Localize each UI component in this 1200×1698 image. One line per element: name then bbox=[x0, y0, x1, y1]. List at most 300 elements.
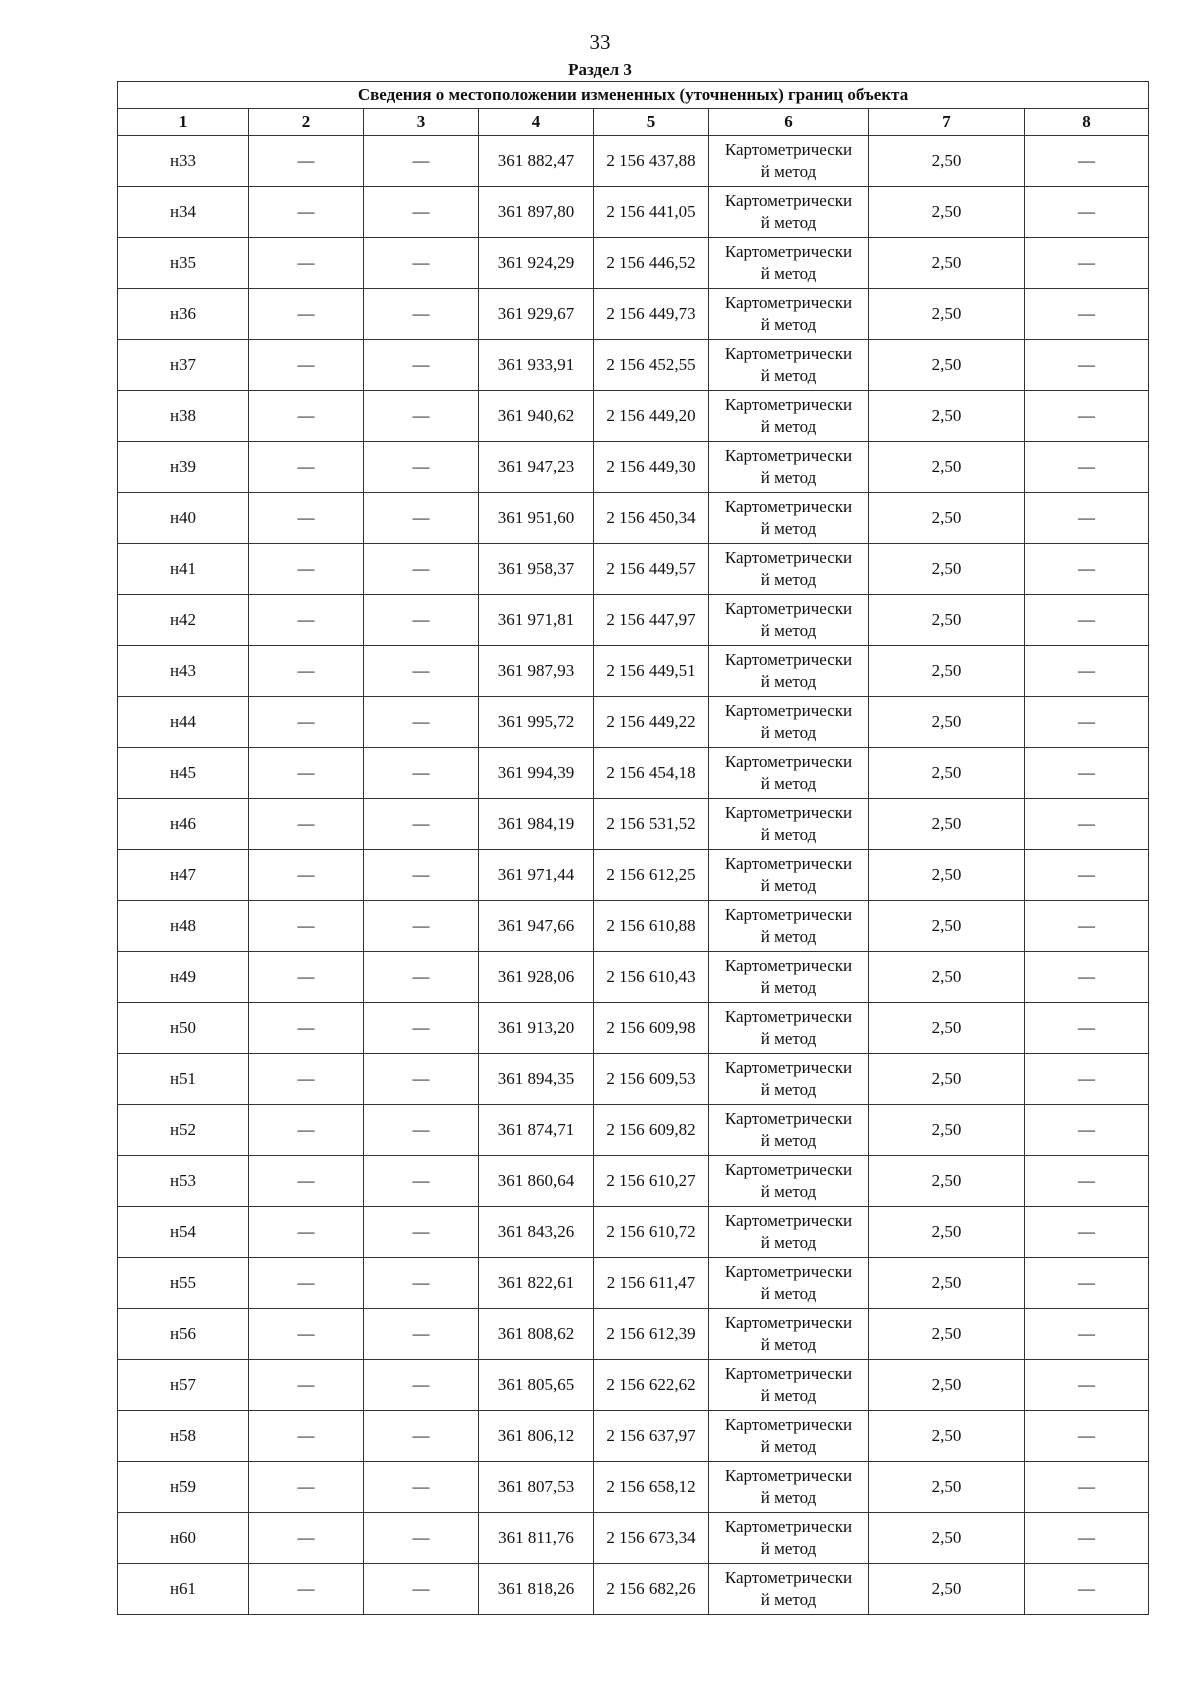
table-row bbox=[118, 748, 1149, 799]
precision-cell: 2,50 bbox=[869, 187, 1025, 238]
point-id-cell: н49 bbox=[118, 952, 249, 1003]
method-line-1: Картометрически bbox=[724, 650, 853, 669]
method-line-2: й метод bbox=[760, 1080, 817, 1099]
precision-cell: 2,50 bbox=[869, 850, 1025, 901]
column-3-cell: — bbox=[364, 493, 479, 544]
column-8-cell: — bbox=[1025, 1156, 1149, 1207]
column-8-cell: — bbox=[1025, 646, 1149, 697]
column-2-cell: — bbox=[249, 799, 364, 850]
column-2-cell: — bbox=[249, 289, 364, 340]
column-3-cell: — bbox=[364, 1207, 479, 1258]
method-line-2: й метод bbox=[760, 519, 817, 538]
point-id-cell: н44 bbox=[118, 697, 249, 748]
column-2-cell: — bbox=[249, 1156, 364, 1207]
point-id-cell: н39 bbox=[118, 442, 249, 493]
method-cell bbox=[709, 493, 869, 544]
column-2-cell: — bbox=[249, 544, 364, 595]
column-number-3: 3 bbox=[364, 109, 479, 136]
table-row bbox=[118, 901, 1149, 952]
method-line-2: й метод bbox=[760, 978, 817, 997]
method-cell bbox=[709, 1411, 869, 1462]
method-cell bbox=[709, 1207, 869, 1258]
column-8-cell: — bbox=[1025, 289, 1149, 340]
method-line-1: Картометрически bbox=[724, 548, 853, 567]
x-coordinate-cell: 361 971,81 bbox=[479, 595, 594, 646]
method-line-1: Картометрически bbox=[724, 344, 853, 363]
point-id-cell: н57 bbox=[118, 1360, 249, 1411]
method-cell bbox=[709, 1513, 869, 1564]
table-row bbox=[118, 1564, 1149, 1615]
method-line-2: й метод bbox=[760, 1488, 817, 1507]
column-8-cell: — bbox=[1025, 544, 1149, 595]
column-2-cell: — bbox=[249, 340, 364, 391]
column-3-cell: — bbox=[364, 136, 479, 187]
y-coordinate-cell: 2 156 612,25 bbox=[594, 850, 709, 901]
method-cell bbox=[709, 289, 869, 340]
column-2-cell: — bbox=[249, 391, 364, 442]
method-cell bbox=[709, 646, 869, 697]
table-row bbox=[118, 1513, 1149, 1564]
x-coordinate-cell: 361 894,35 bbox=[479, 1054, 594, 1105]
column-number-2: 2 bbox=[249, 109, 364, 136]
table-row bbox=[118, 442, 1149, 493]
column-3-cell: — bbox=[364, 1360, 479, 1411]
method-cell bbox=[709, 1105, 869, 1156]
point-id-cell: н55 bbox=[118, 1258, 249, 1309]
column-8-cell: — bbox=[1025, 1105, 1149, 1156]
section-title: Раздел 3 bbox=[568, 60, 632, 79]
y-coordinate-cell: 2 156 449,20 bbox=[594, 391, 709, 442]
point-id-cell: н46 bbox=[118, 799, 249, 850]
method-line-1: Картометрически bbox=[724, 497, 853, 516]
precision-cell: 2,50 bbox=[869, 544, 1025, 595]
point-id-cell: н56 bbox=[118, 1309, 249, 1360]
column-3-cell: — bbox=[364, 1258, 479, 1309]
column-number-row bbox=[118, 109, 1149, 136]
column-2-cell: — bbox=[249, 1105, 364, 1156]
point-id-cell: н58 bbox=[118, 1411, 249, 1462]
column-3-cell: — bbox=[364, 1462, 479, 1513]
method-line-1: Картометрически bbox=[724, 1517, 853, 1536]
point-id-cell: н35 bbox=[118, 238, 249, 289]
table-row bbox=[118, 697, 1149, 748]
column-3-cell: — bbox=[364, 1513, 479, 1564]
page-number: 33 bbox=[589, 30, 611, 54]
method-line-1: Картометрически bbox=[724, 1160, 853, 1179]
column-8-cell: — bbox=[1025, 901, 1149, 952]
precision-cell: 2,50 bbox=[869, 1411, 1025, 1462]
x-coordinate-cell: 361 971,44 bbox=[479, 850, 594, 901]
precision-cell: 2,50 bbox=[869, 1003, 1025, 1054]
x-coordinate-cell: 361 811,76 bbox=[479, 1513, 594, 1564]
column-number-4: 4 bbox=[479, 109, 594, 136]
table-row bbox=[118, 799, 1149, 850]
column-8-cell: — bbox=[1025, 952, 1149, 1003]
y-coordinate-cell: 2 156 452,55 bbox=[594, 340, 709, 391]
column-8-cell: — bbox=[1025, 1513, 1149, 1564]
column-3-cell: — bbox=[364, 697, 479, 748]
column-3-cell: — bbox=[364, 238, 479, 289]
table-row bbox=[118, 544, 1149, 595]
method-line-1: Картометрически bbox=[724, 395, 853, 414]
x-coordinate-cell: 361 928,06 bbox=[479, 952, 594, 1003]
table-caption: Сведения о местоположении измененных (уточненных) границ объекта bbox=[118, 82, 1149, 109]
column-3-cell: — bbox=[364, 1054, 479, 1105]
method-line-2: й метод bbox=[760, 366, 817, 385]
method-line-1: Картометрически bbox=[724, 1415, 853, 1434]
column-2-cell: — bbox=[249, 1003, 364, 1054]
point-id-cell: н40 bbox=[118, 493, 249, 544]
method-line-2: й метод bbox=[760, 1182, 817, 1201]
method-line-2: й метод bbox=[760, 927, 817, 946]
column-8-cell: — bbox=[1025, 442, 1149, 493]
method-cell bbox=[709, 952, 869, 1003]
x-coordinate-cell: 361 929,67 bbox=[479, 289, 594, 340]
point-id-cell: н37 bbox=[118, 340, 249, 391]
method-line-1: Картометрически bbox=[724, 905, 853, 924]
precision-cell: 2,50 bbox=[869, 1462, 1025, 1513]
method-cell bbox=[709, 1054, 869, 1105]
column-3-cell: — bbox=[364, 901, 479, 952]
table-row bbox=[118, 952, 1149, 1003]
point-id-cell: н42 bbox=[118, 595, 249, 646]
precision-cell: 2,50 bbox=[869, 1309, 1025, 1360]
precision-cell: 2,50 bbox=[869, 799, 1025, 850]
method-cell bbox=[709, 1564, 869, 1615]
method-cell bbox=[709, 442, 869, 493]
column-8-cell: — bbox=[1025, 136, 1149, 187]
method-cell bbox=[709, 595, 869, 646]
method-cell bbox=[709, 748, 869, 799]
column-number-8: 8 bbox=[1025, 109, 1149, 136]
table-row bbox=[118, 850, 1149, 901]
point-id-cell: н52 bbox=[118, 1105, 249, 1156]
point-id-cell: н33 bbox=[118, 136, 249, 187]
column-2-cell: — bbox=[249, 1564, 364, 1615]
method-cell bbox=[709, 799, 869, 850]
x-coordinate-cell: 361 947,23 bbox=[479, 442, 594, 493]
precision-cell: 2,50 bbox=[869, 1054, 1025, 1105]
column-2-cell: — bbox=[249, 1360, 364, 1411]
method-cell bbox=[709, 697, 869, 748]
point-id-cell: н41 bbox=[118, 544, 249, 595]
table-row bbox=[118, 136, 1149, 187]
point-id-cell: н54 bbox=[118, 1207, 249, 1258]
x-coordinate-cell: 361 994,39 bbox=[479, 748, 594, 799]
column-3-cell: — bbox=[364, 748, 479, 799]
table-row bbox=[118, 289, 1149, 340]
y-coordinate-cell: 2 156 609,82 bbox=[594, 1105, 709, 1156]
x-coordinate-cell: 361 818,26 bbox=[479, 1564, 594, 1615]
precision-cell: 2,50 bbox=[869, 136, 1025, 187]
column-2-cell: — bbox=[249, 952, 364, 1003]
y-coordinate-cell: 2 156 658,12 bbox=[594, 1462, 709, 1513]
x-coordinate-cell: 361 958,37 bbox=[479, 544, 594, 595]
column-3-cell: — bbox=[364, 1156, 479, 1207]
method-line-1: Картометрически bbox=[724, 956, 853, 975]
point-id-cell: н61 bbox=[118, 1564, 249, 1615]
method-cell bbox=[709, 1360, 869, 1411]
column-3-cell: — bbox=[364, 595, 479, 646]
precision-cell: 2,50 bbox=[869, 391, 1025, 442]
method-line-1: Картометрически bbox=[724, 1568, 853, 1587]
method-line-1: Картометрически bbox=[724, 1211, 853, 1230]
table-row bbox=[118, 1462, 1149, 1513]
column-3-cell: — bbox=[364, 952, 479, 1003]
table-row bbox=[118, 493, 1149, 544]
column-3-cell: — bbox=[364, 391, 479, 442]
x-coordinate-cell: 361 951,60 bbox=[479, 493, 594, 544]
method-cell bbox=[709, 1462, 869, 1513]
y-coordinate-cell: 2 156 610,72 bbox=[594, 1207, 709, 1258]
point-id-cell: н51 bbox=[118, 1054, 249, 1105]
method-cell bbox=[709, 1156, 869, 1207]
column-8-cell: — bbox=[1025, 1003, 1149, 1054]
point-id-cell: н45 bbox=[118, 748, 249, 799]
precision-cell: 2,50 bbox=[869, 901, 1025, 952]
column-3-cell: — bbox=[364, 646, 479, 697]
point-id-cell: н50 bbox=[118, 1003, 249, 1054]
x-coordinate-cell: 361 995,72 bbox=[479, 697, 594, 748]
method-cell bbox=[709, 340, 869, 391]
column-2-cell: — bbox=[249, 901, 364, 952]
column-8-cell: — bbox=[1025, 187, 1149, 238]
precision-cell: 2,50 bbox=[869, 697, 1025, 748]
column-2-cell: — bbox=[249, 493, 364, 544]
method-line-2: й метод bbox=[760, 1539, 817, 1558]
column-3-cell: — bbox=[364, 1105, 479, 1156]
method-line-1: Картометрически bbox=[724, 1007, 853, 1026]
column-2-cell: — bbox=[249, 136, 364, 187]
x-coordinate-cell: 361 807,53 bbox=[479, 1462, 594, 1513]
x-coordinate-cell: 361 913,20 bbox=[479, 1003, 594, 1054]
point-id-cell: н47 bbox=[118, 850, 249, 901]
table-row bbox=[118, 238, 1149, 289]
column-3-cell: — bbox=[364, 1411, 479, 1462]
method-line-1: Картометрически bbox=[724, 701, 853, 720]
table-body bbox=[118, 136, 1149, 1615]
method-line-1: Картометрически bbox=[724, 1466, 853, 1485]
precision-cell: 2,50 bbox=[869, 340, 1025, 391]
column-2-cell: — bbox=[249, 442, 364, 493]
method-line-1: Картометрически bbox=[724, 242, 853, 261]
method-cell bbox=[709, 1309, 869, 1360]
point-id-cell: н60 bbox=[118, 1513, 249, 1564]
method-line-2: й метод bbox=[760, 1233, 817, 1252]
table-row bbox=[118, 187, 1149, 238]
precision-cell: 2,50 bbox=[869, 748, 1025, 799]
boundary-coordinates-table bbox=[117, 81, 1149, 1615]
table-row bbox=[118, 1258, 1149, 1309]
column-2-cell: — bbox=[249, 1462, 364, 1513]
method-line-1: Картометрически bbox=[724, 752, 853, 771]
y-coordinate-cell: 2 156 449,30 bbox=[594, 442, 709, 493]
method-line-1: Картометрически bbox=[724, 446, 853, 465]
column-3-cell: — bbox=[364, 187, 479, 238]
method-line-2: й метод bbox=[760, 1590, 817, 1609]
y-coordinate-cell: 2 156 531,52 bbox=[594, 799, 709, 850]
table-row bbox=[118, 340, 1149, 391]
x-coordinate-cell: 361 882,47 bbox=[479, 136, 594, 187]
method-line-2: й метод bbox=[760, 1029, 817, 1048]
y-coordinate-cell: 2 156 449,22 bbox=[594, 697, 709, 748]
method-cell bbox=[709, 1003, 869, 1054]
x-coordinate-cell: 361 805,65 bbox=[479, 1360, 594, 1411]
x-coordinate-cell: 361 808,62 bbox=[479, 1309, 594, 1360]
x-coordinate-cell: 361 984,19 bbox=[479, 799, 594, 850]
precision-cell: 2,50 bbox=[869, 1105, 1025, 1156]
y-coordinate-cell: 2 156 682,26 bbox=[594, 1564, 709, 1615]
table-row bbox=[118, 595, 1149, 646]
column-3-cell: — bbox=[364, 1309, 479, 1360]
method-line-1: Картометрически bbox=[724, 854, 853, 873]
x-coordinate-cell: 361 874,71 bbox=[479, 1105, 594, 1156]
column-8-cell: — bbox=[1025, 1207, 1149, 1258]
column-2-cell: — bbox=[249, 697, 364, 748]
method-line-2: й метод bbox=[760, 162, 817, 181]
y-coordinate-cell: 2 156 449,57 bbox=[594, 544, 709, 595]
method-line-1: Картометрически bbox=[724, 140, 853, 159]
method-line-1: Картометрически bbox=[724, 1058, 853, 1077]
precision-cell: 2,50 bbox=[869, 1360, 1025, 1411]
method-line-2: й метод bbox=[760, 825, 817, 844]
column-8-cell: — bbox=[1025, 595, 1149, 646]
column-8-cell: — bbox=[1025, 697, 1149, 748]
table-row bbox=[118, 1054, 1149, 1105]
x-coordinate-cell: 361 924,29 bbox=[479, 238, 594, 289]
column-8-cell: — bbox=[1025, 799, 1149, 850]
column-8-cell: — bbox=[1025, 493, 1149, 544]
column-2-cell: — bbox=[249, 748, 364, 799]
precision-cell: 2,50 bbox=[869, 1258, 1025, 1309]
table-row bbox=[118, 1411, 1149, 1462]
column-2-cell: — bbox=[249, 595, 364, 646]
y-coordinate-cell: 2 156 637,97 bbox=[594, 1411, 709, 1462]
y-coordinate-cell: 2 156 612,39 bbox=[594, 1309, 709, 1360]
precision-cell: 2,50 bbox=[869, 952, 1025, 1003]
x-coordinate-cell: 361 822,61 bbox=[479, 1258, 594, 1309]
method-line-1: Картометрически bbox=[724, 293, 853, 312]
table-row bbox=[118, 1105, 1149, 1156]
column-2-cell: — bbox=[249, 850, 364, 901]
column-8-cell: — bbox=[1025, 1054, 1149, 1105]
column-number-5: 5 bbox=[594, 109, 709, 136]
column-number-1: 1 bbox=[118, 109, 249, 136]
column-3-cell: — bbox=[364, 799, 479, 850]
method-line-1: Картометрически bbox=[724, 1313, 853, 1332]
method-line-2: й метод bbox=[760, 1437, 817, 1456]
y-coordinate-cell: 2 156 437,88 bbox=[594, 136, 709, 187]
column-2-cell: — bbox=[249, 646, 364, 697]
method-cell bbox=[709, 544, 869, 595]
method-line-2: й метод bbox=[760, 774, 817, 793]
precision-cell: 2,50 bbox=[869, 595, 1025, 646]
table-row bbox=[118, 1003, 1149, 1054]
method-cell bbox=[709, 850, 869, 901]
method-line-1: Картометрически bbox=[724, 1109, 853, 1128]
precision-cell: 2,50 bbox=[869, 238, 1025, 289]
y-coordinate-cell: 2 156 441,05 bbox=[594, 187, 709, 238]
column-3-cell: — bbox=[364, 1564, 479, 1615]
method-cell bbox=[709, 187, 869, 238]
x-coordinate-cell: 361 947,66 bbox=[479, 901, 594, 952]
x-coordinate-cell: 361 987,93 bbox=[479, 646, 594, 697]
method-cell bbox=[709, 238, 869, 289]
table-row bbox=[118, 1207, 1149, 1258]
precision-cell: 2,50 bbox=[869, 289, 1025, 340]
precision-cell: 2,50 bbox=[869, 1156, 1025, 1207]
table-row bbox=[118, 1309, 1149, 1360]
column-8-cell: — bbox=[1025, 1258, 1149, 1309]
y-coordinate-cell: 2 156 447,97 bbox=[594, 595, 709, 646]
column-2-cell: — bbox=[249, 1309, 364, 1360]
column-2-cell: — bbox=[249, 238, 364, 289]
method-line-2: й метод bbox=[760, 264, 817, 283]
method-line-1: Картометрически bbox=[724, 599, 853, 618]
method-cell bbox=[709, 1258, 869, 1309]
column-8-cell: — bbox=[1025, 1411, 1149, 1462]
method-line-2: й метод bbox=[760, 1131, 817, 1150]
x-coordinate-cell: 361 843,26 bbox=[479, 1207, 594, 1258]
y-coordinate-cell: 2 156 611,47 bbox=[594, 1258, 709, 1309]
column-8-cell: — bbox=[1025, 391, 1149, 442]
point-id-cell: н53 bbox=[118, 1156, 249, 1207]
y-coordinate-cell: 2 156 609,98 bbox=[594, 1003, 709, 1054]
point-id-cell: н43 bbox=[118, 646, 249, 697]
method-cell bbox=[709, 136, 869, 187]
y-coordinate-cell: 2 156 609,53 bbox=[594, 1054, 709, 1105]
precision-cell: 2,50 bbox=[869, 442, 1025, 493]
precision-cell: 2,50 bbox=[869, 1207, 1025, 1258]
column-2-cell: — bbox=[249, 1258, 364, 1309]
y-coordinate-cell: 2 156 610,27 bbox=[594, 1156, 709, 1207]
method-cell bbox=[709, 901, 869, 952]
y-coordinate-cell: 2 156 450,34 bbox=[594, 493, 709, 544]
column-2-cell: — bbox=[249, 1513, 364, 1564]
table-row bbox=[118, 646, 1149, 697]
method-cell bbox=[709, 391, 869, 442]
point-id-cell: н48 bbox=[118, 901, 249, 952]
method-line-1: Картометрически bbox=[724, 191, 853, 210]
method-line-2: й метод bbox=[760, 468, 817, 487]
column-2-cell: — bbox=[249, 187, 364, 238]
y-coordinate-cell: 2 156 454,18 bbox=[594, 748, 709, 799]
column-2-cell: — bbox=[249, 1411, 364, 1462]
y-coordinate-cell: 2 156 610,43 bbox=[594, 952, 709, 1003]
point-id-cell: н36 bbox=[118, 289, 249, 340]
method-line-2: й метод bbox=[760, 1335, 817, 1354]
point-id-cell: н59 bbox=[118, 1462, 249, 1513]
table-row bbox=[118, 391, 1149, 442]
method-line-2: й метод bbox=[760, 723, 817, 742]
column-3-cell: — bbox=[364, 340, 479, 391]
column-2-cell: — bbox=[249, 1207, 364, 1258]
column-2-cell: — bbox=[249, 1054, 364, 1105]
method-line-1: Картометрически bbox=[724, 1262, 853, 1281]
column-8-cell: — bbox=[1025, 1360, 1149, 1411]
method-line-2: й метод bbox=[760, 1386, 817, 1405]
method-line-1: Картометрически bbox=[724, 803, 853, 822]
table-row bbox=[118, 1360, 1149, 1411]
x-coordinate-cell: 361 806,12 bbox=[479, 1411, 594, 1462]
x-coordinate-cell: 361 933,91 bbox=[479, 340, 594, 391]
method-line-2: й метод bbox=[760, 315, 817, 334]
column-3-cell: — bbox=[364, 850, 479, 901]
y-coordinate-cell: 2 156 673,34 bbox=[594, 1513, 709, 1564]
method-line-2: й метод bbox=[760, 672, 817, 691]
column-3-cell: — bbox=[364, 1003, 479, 1054]
precision-cell: 2,50 bbox=[869, 1513, 1025, 1564]
